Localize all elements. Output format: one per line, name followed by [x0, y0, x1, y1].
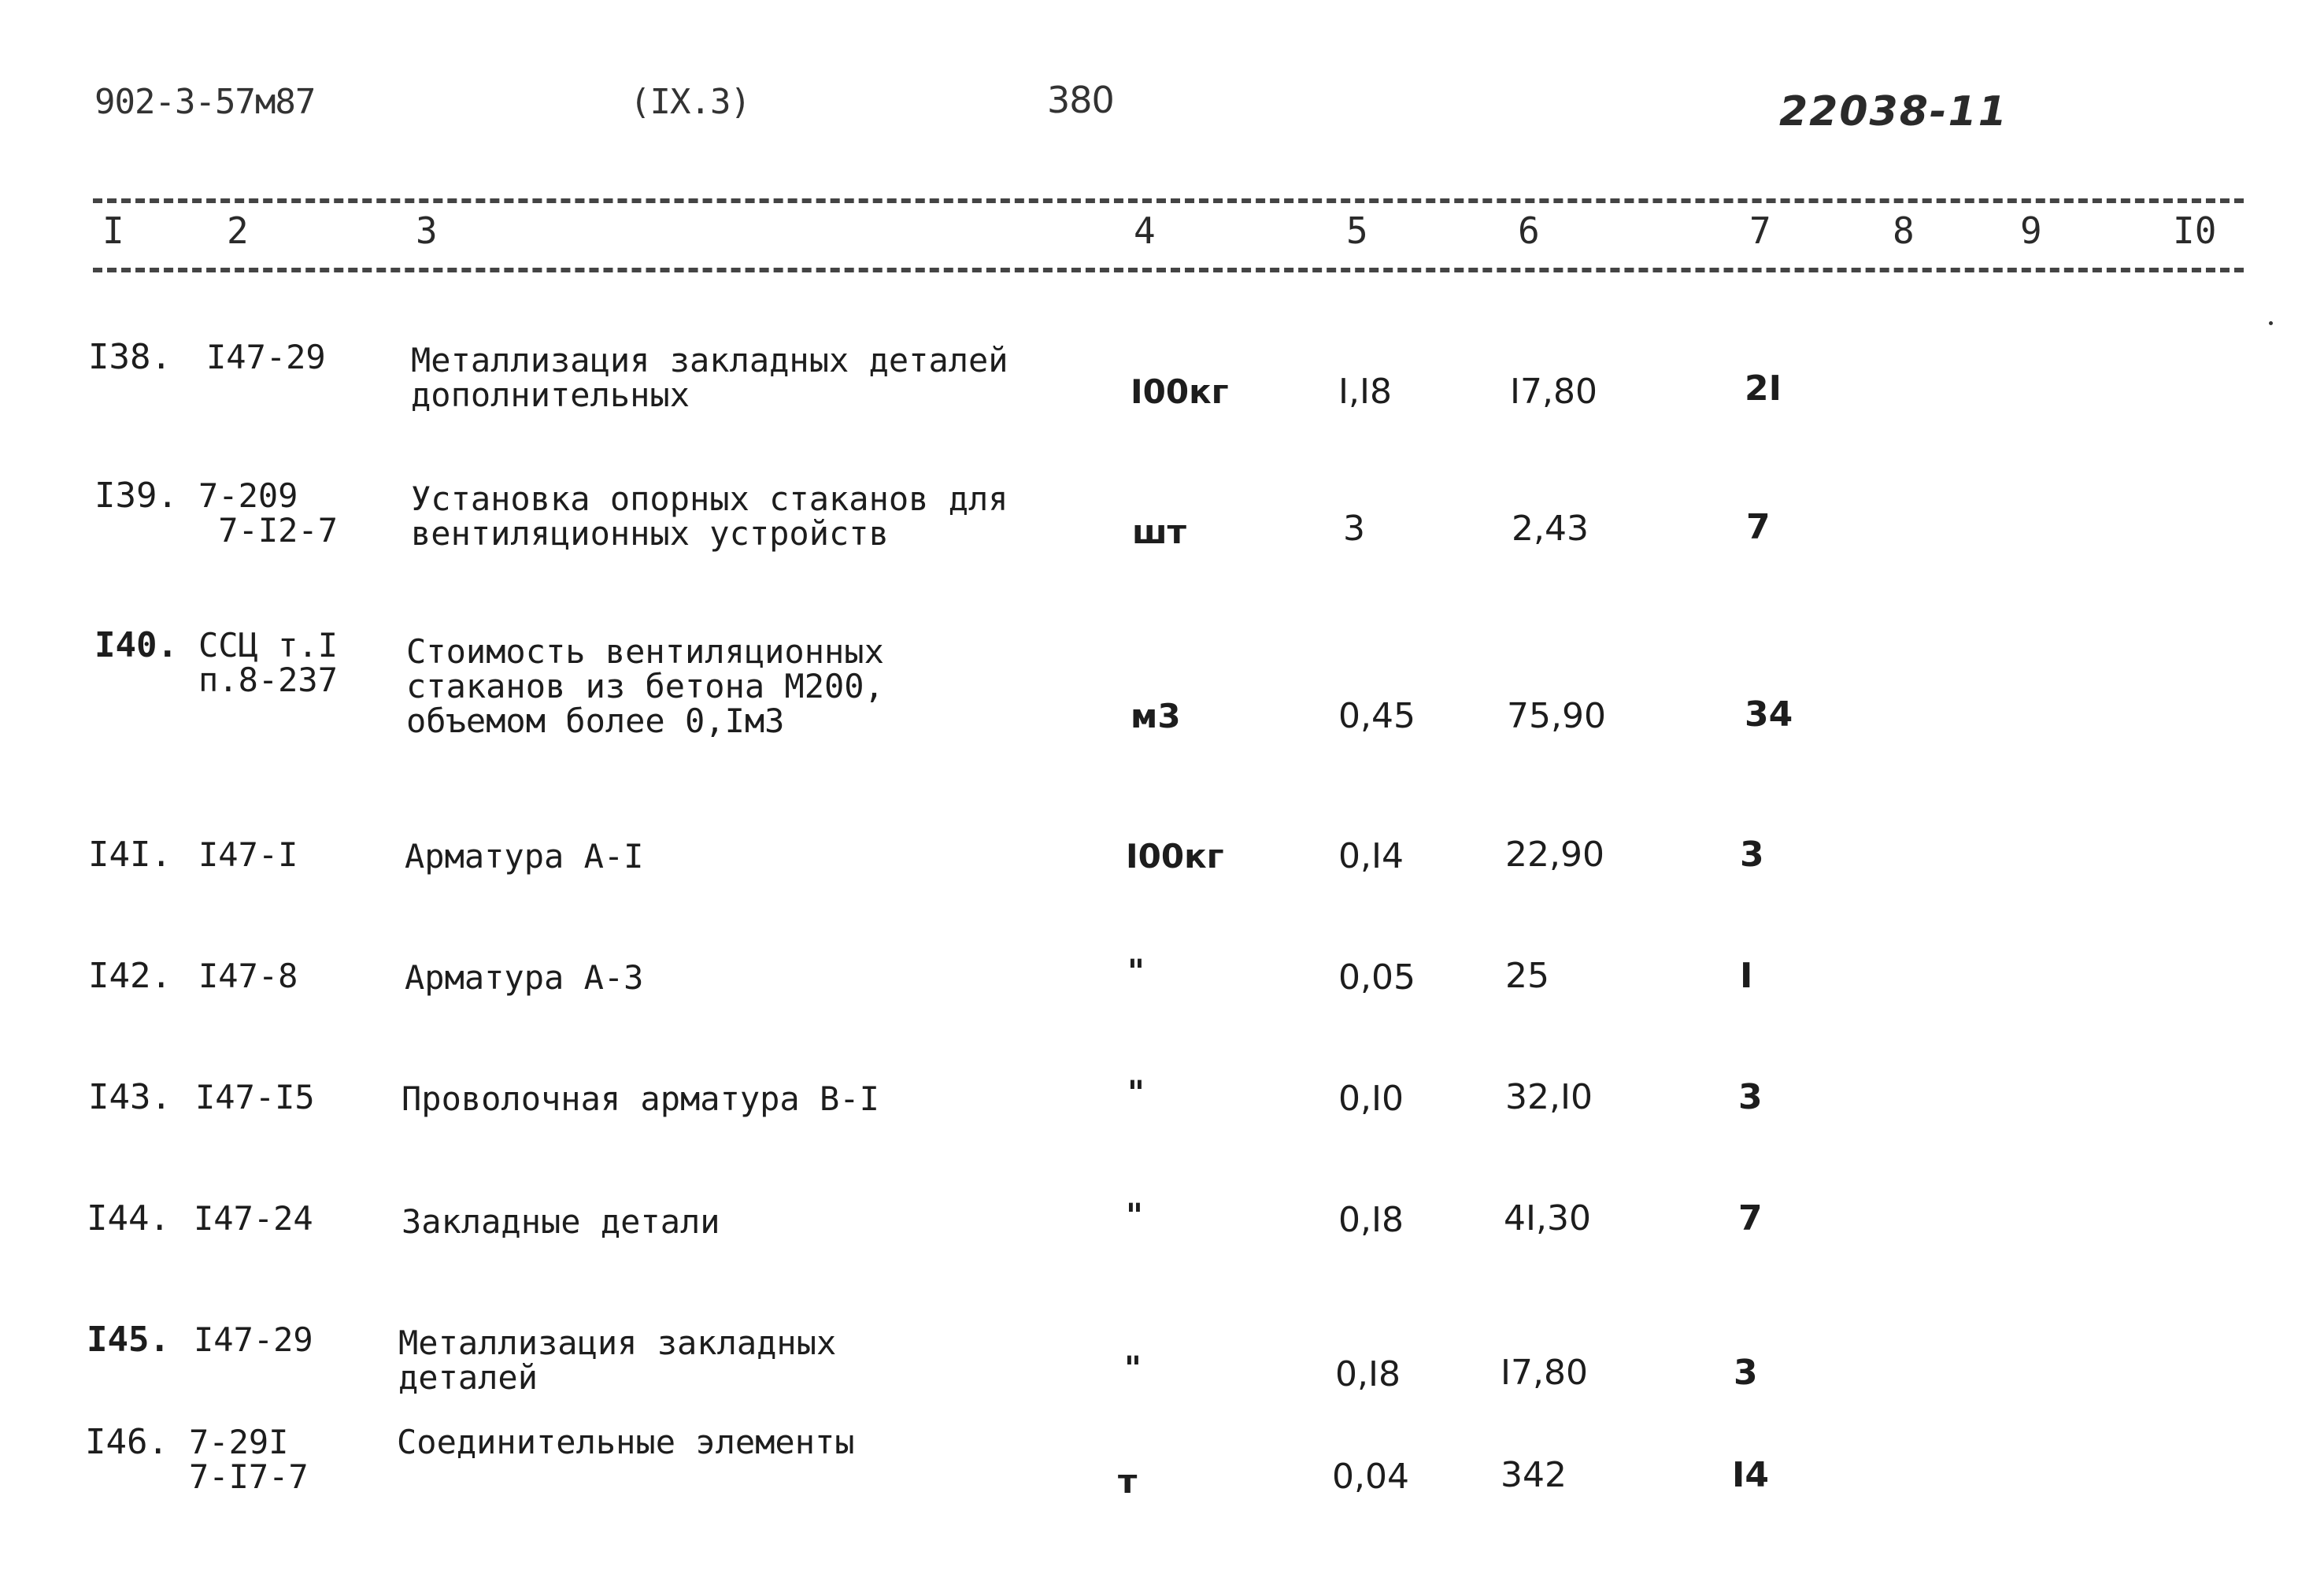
total-cost: 3 [1738, 1077, 1763, 1117]
column-number: 7 [1749, 209, 1771, 252]
unit-price: 32,I0 [1505, 1077, 1593, 1117]
row-number: I46. [85, 1422, 168, 1462]
total-cost: 3 [1740, 835, 1764, 875]
rate-code: I47-29 [194, 1320, 313, 1359]
quantity: 0,I8 [1335, 1354, 1401, 1394]
total-cost: 7 [1738, 1198, 1763, 1239]
unit-price: I7,80 [1510, 372, 1597, 412]
page-number: 380 [1047, 79, 1114, 121]
quantity: 0,I0 [1338, 1079, 1404, 1119]
column-number: I [102, 209, 124, 252]
row-number: I38. [88, 337, 172, 377]
unit-price: 25 [1505, 956, 1549, 996]
row-number: I39. [94, 476, 178, 516]
ditto-mark: " [1127, 952, 1145, 990]
work-description: Арматура А-3 [405, 958, 644, 997]
rate-code: I47-I5 [195, 1078, 315, 1116]
rate-code: 7-29I 7-I7-7 [189, 1423, 309, 1496]
quantity: 0,I8 [1338, 1200, 1404, 1240]
quantity: 3 [1343, 509, 1365, 549]
column-number: 2 [227, 209, 249, 252]
unit-price: 4I,30 [1504, 1198, 1591, 1239]
total-cost: 7 [1746, 507, 1771, 547]
total-cost: 2I [1745, 368, 1782, 409]
ditto-mark: " [1127, 1073, 1145, 1112]
column-number: I0 [2173, 209, 2217, 252]
work-description: Соединительные элементы [397, 1423, 855, 1461]
unit-price: 2,43 [1512, 509, 1589, 549]
quantity: 0,04 [1332, 1457, 1409, 1497]
section-label: (IX.3) [630, 82, 750, 122]
quantity: 0,I4 [1338, 836, 1404, 876]
row-number: I45. [87, 1320, 170, 1360]
unit-price: 22,90 [1505, 835, 1604, 875]
total-cost: I [1740, 956, 1753, 996]
unit-price: I7,80 [1501, 1353, 1588, 1393]
work-description: Металлизация закладных деталей дополнительных [411, 341, 1008, 414]
quantity: 0,05 [1338, 957, 1415, 998]
quantity: I,I8 [1338, 372, 1392, 412]
speck-mark [2269, 321, 2273, 325]
document-number: 902-3-57м87 [94, 82, 316, 122]
ditto-mark: " [1126, 1196, 1143, 1235]
row-number: I4I. [88, 835, 172, 875]
row-number: I40. [94, 625, 178, 665]
rate-code: I47-29 [206, 338, 326, 376]
ditto-mark: " [1124, 1349, 1142, 1387]
unit: шт [1132, 513, 1186, 551]
total-cost: 34 [1745, 694, 1793, 735]
rate-code: I47-24 [194, 1199, 313, 1238]
work-description: Закладные детали [402, 1202, 720, 1241]
column-number: 8 [1893, 209, 1915, 252]
work-description: Стоимость вентиляционных стаканов из бетона М200, объемом более 0,Iм3 [406, 632, 884, 740]
rate-code: ССЦ т.I п.8-237 [198, 626, 339, 699]
column-number: 6 [1518, 209, 1540, 252]
unit: м3 [1131, 697, 1181, 735]
total-cost: I4 [1732, 1455, 1769, 1495]
rate-code: I47-I [198, 835, 298, 874]
table-header-top-rule [93, 198, 2244, 203]
unit: I00кг [1126, 837, 1224, 876]
unit: I00кг [1131, 372, 1229, 411]
work-description: Металлизация закладных деталей [398, 1324, 837, 1397]
unit-price: 342 [1501, 1455, 1567, 1495]
work-description: Установка опорных стаканов для вентиляционных устройств [411, 479, 1008, 553]
column-number: 5 [1346, 209, 1368, 252]
handwritten-reference-number: 22038-11 [1779, 88, 2008, 135]
column-number: 9 [2020, 209, 2042, 252]
row-number: I43. [88, 1077, 172, 1117]
column-number: 4 [1134, 209, 1156, 252]
total-cost: 3 [1734, 1353, 1758, 1393]
quantity: 0,45 [1338, 696, 1415, 736]
row-number: I44. [87, 1198, 170, 1239]
rate-code: I47-8 [198, 957, 298, 995]
unit-price: 75,90 [1507, 696, 1606, 736]
row-number: I42. [88, 956, 172, 996]
work-description: Арматура А-I [405, 837, 644, 876]
unit: т [1118, 1462, 1138, 1501]
rate-code: 7-209 7-I2-7 [198, 476, 339, 550]
table-header-bottom-rule [93, 268, 2244, 272]
work-description: Проволочная арматура В-I [402, 1079, 879, 1118]
column-number: 3 [416, 209, 438, 252]
